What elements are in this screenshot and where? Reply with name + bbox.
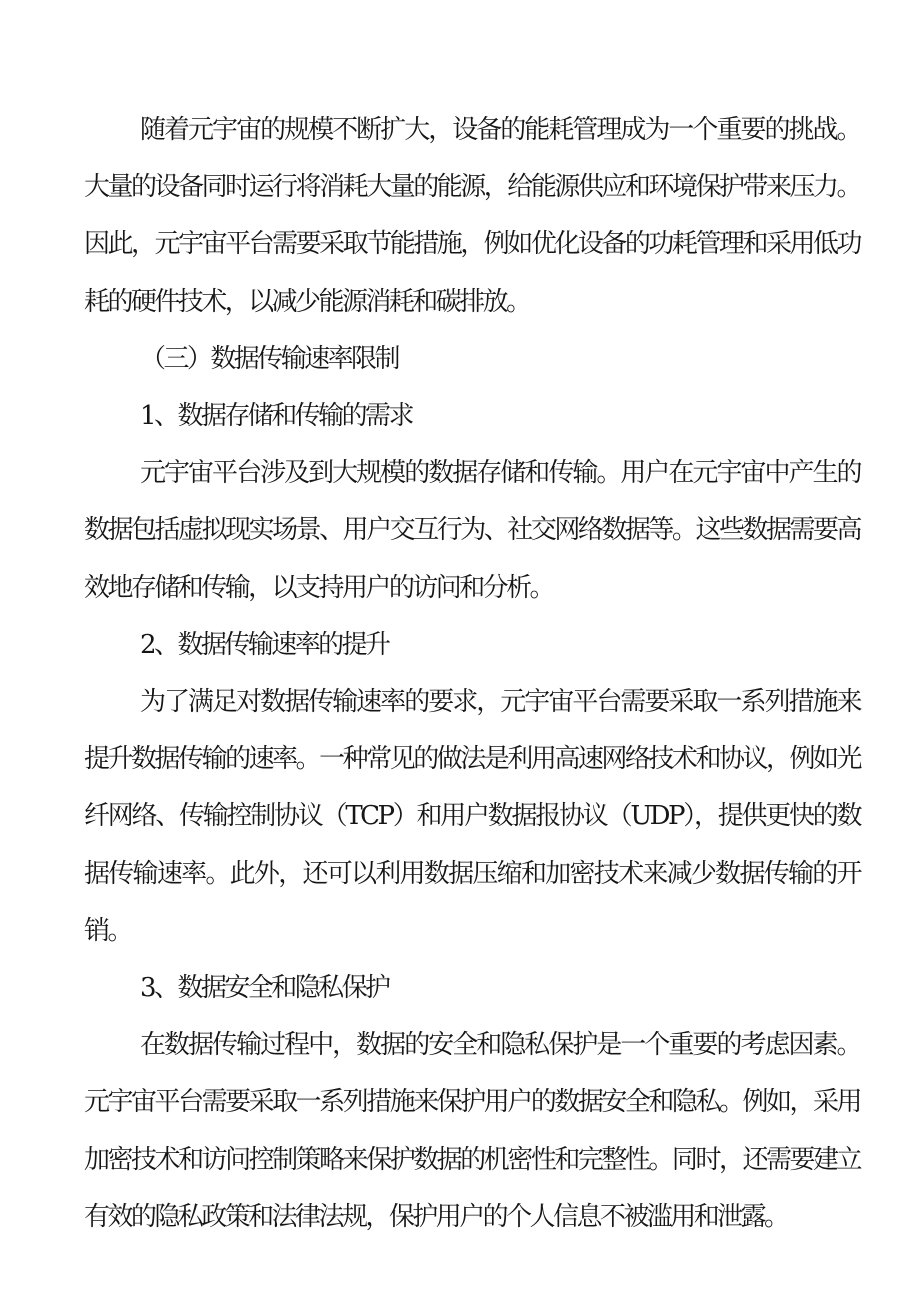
body-paragraph-storage-transfer: 元宇宙平台涉及到大规模的数据存储和传输。用户在元宇宙中产生的数据包括虚拟现实场景、用户交互行为、社交网络数据等。这些数据需要高效地存储和传输，以支持用户的访问和分析。: [84, 458, 860, 603]
numbered-heading-storage-transfer-demand: 1、数据存储和传输的需求: [140, 401, 412, 432]
body-paragraph-rate-improvement: 为了满足对数据传输速率的要求，元宇宙平台需要采取一系列措施来提升数据传输的速率。一种常见的做法是利用高速网络技术和协议，例如光纤网络、传输控制协议（TCP）和用户数据报协议（UDP），提供更快的数据传输速率。此外，还可以利用数据压缩和加密技术来减少数据传输的开销。: [84, 687, 860, 946]
body-paragraph-energy: 随着元宇宙的规模不断扩大，设备的能耗管理成为一个重要的挑战。大量的设备同时运行将消耗大量的能源，给能源供应和环境保护带来压力。因此，元宇宙平台需要采取节能措施，例如优化设备的功耗管理和采用低功耗的硬件技术，以减少能源消耗和碳排放。: [84, 115, 860, 317]
body-paragraph-security-privacy: 在数据传输过程中，数据的安全和隐私保护是一个重要的考虑因素。元宇宙平台需要采取一系列措施来保护用户的数据安全和隐私。例如，采用加密技术和访问控制策略来保护数据的机密性和完整性。同时，还需要建立有效的隐私政策和法律法规，保护用户的个人信息不被滥用和泄露。: [84, 1030, 860, 1232]
section-heading-data-rate-limit: （三）数据传输速率限制: [140, 343, 398, 374]
numbered-heading-rate-improvement: 2、数据传输速率的提升: [140, 629, 389, 660]
numbered-heading-security-privacy: 3、数据安全和隐私保护: [140, 973, 389, 1004]
